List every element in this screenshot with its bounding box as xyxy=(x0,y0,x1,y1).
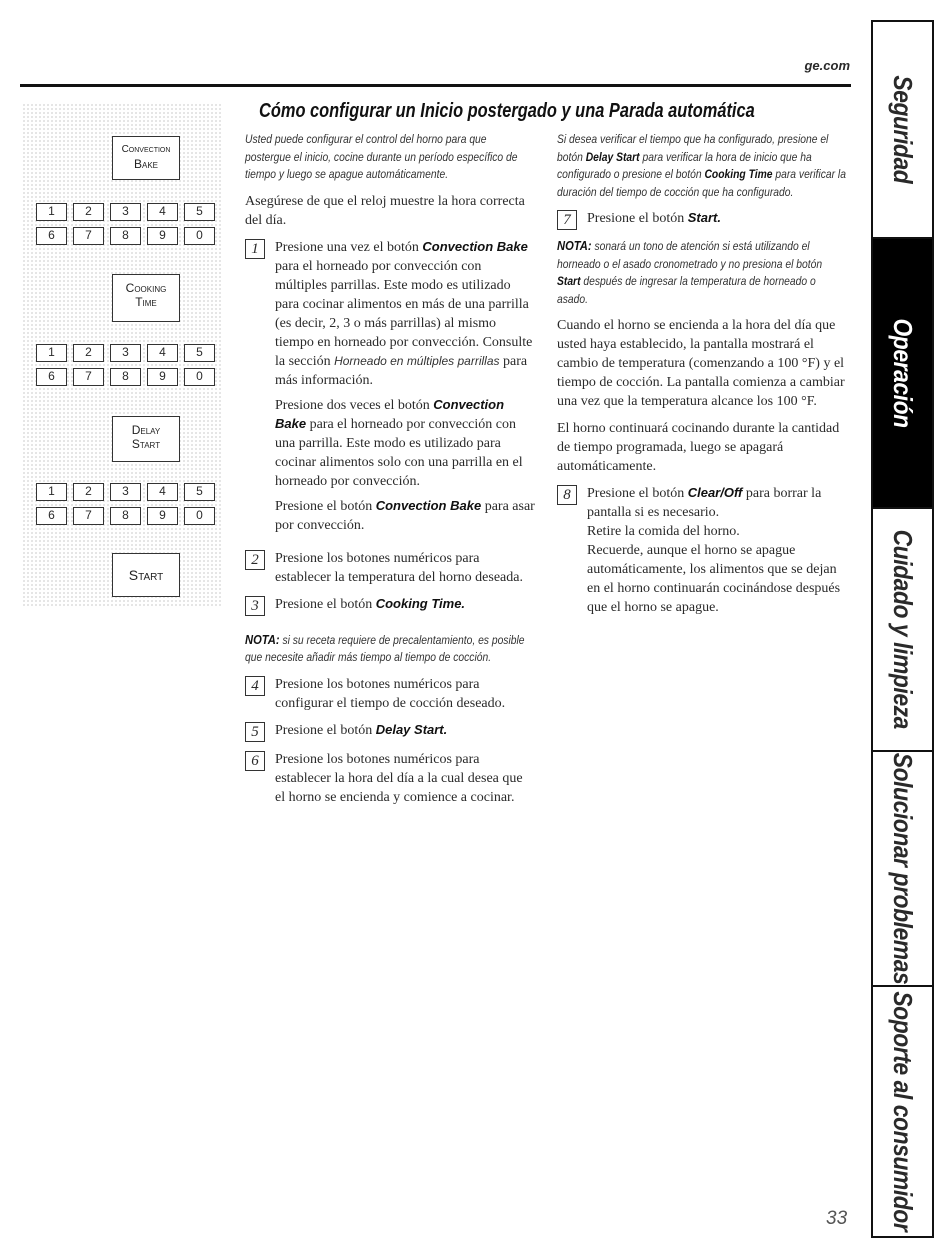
button-name: Start xyxy=(557,274,581,288)
step-number: 3 xyxy=(245,596,265,616)
digit-key: 3 xyxy=(110,483,141,501)
step-2 xyxy=(245,549,535,587)
step-text xyxy=(275,396,535,491)
step-text-part: para el horneado por convección con múltiples parrillas. Este modo es utilizado para cocinar alimentos en más de una parrilla (es decir, 2, 3 o más parrillas) al mismo tiempo en horneado por convección. Consulte la sección xyxy=(275,258,533,369)
delay-start-key xyxy=(112,416,180,462)
digit-key: 0 xyxy=(184,368,215,386)
button-name: Clear/Off xyxy=(687,485,743,500)
digit-key: 7 xyxy=(73,507,104,525)
step-text xyxy=(275,595,535,616)
digit-key: 5 xyxy=(184,203,215,221)
convection-bake-key xyxy=(112,136,180,180)
step-number: 6 xyxy=(245,751,265,771)
step-4 xyxy=(245,675,535,713)
button-name: Cooking Time. xyxy=(375,595,466,611)
section-tabs xyxy=(871,20,934,1238)
number-pad xyxy=(36,203,215,245)
note-text: después de ingresar la temperatura de horneado o asado. xyxy=(557,274,816,306)
digit-key: 9 xyxy=(147,227,178,245)
right-column xyxy=(557,131,847,631)
button-name: Delay Start xyxy=(585,149,640,164)
key-label-line1: Delay xyxy=(131,423,161,437)
step-text-part: Presione el botón xyxy=(587,211,685,226)
step-text-part: Presione dos veces el botón xyxy=(275,397,430,413)
digit-key: 1 xyxy=(36,203,67,221)
step-3 xyxy=(245,595,535,616)
digit-key: 1 xyxy=(36,344,67,362)
step-6 xyxy=(245,750,535,807)
digit-key: 5 xyxy=(184,483,215,501)
key-label-line2: Start xyxy=(131,437,161,451)
key-label-line2: Time xyxy=(135,295,157,309)
step-number: 4 xyxy=(245,676,265,696)
step-number: 5 xyxy=(245,722,265,742)
digit-key: 4 xyxy=(147,344,178,362)
digit-key: 8 xyxy=(110,507,141,525)
step-text-part: Presione el botón xyxy=(275,722,373,738)
digit-key: 6 xyxy=(36,227,67,245)
verify-text-part: Si desea verificar el tiempo que ha configurado, presione el botón xyxy=(557,132,829,164)
step-number: 1 xyxy=(245,239,265,259)
step-text xyxy=(275,721,535,742)
digit-key: 7 xyxy=(73,227,104,245)
tab-label: Operación xyxy=(888,318,918,428)
note-preheat xyxy=(245,632,534,667)
note-label: NOTA: xyxy=(557,238,592,253)
step-text: Presione los botones numéricos para establecer la temperatura del horno deseada. xyxy=(275,550,523,585)
digit-key: 4 xyxy=(147,203,178,221)
digit-key: 6 xyxy=(36,507,67,525)
digit-key: 2 xyxy=(73,483,104,501)
step-text-part: para el horneado por convección con una parrilla. Este modo es utilizado para cocinar alimentos solo con una parrilla en el horneado por convección. xyxy=(275,416,523,489)
key-label-line1: Cooking xyxy=(125,281,167,295)
step-number: 7 xyxy=(557,210,577,230)
note-text: si su receta requiere de precalentamiento, es posible que necesite añadir más tiempo al tiempo de cocción. xyxy=(245,632,525,664)
tab-seguridad[interactable] xyxy=(873,22,932,239)
button-name: Convection Bake xyxy=(375,497,482,513)
step-text-part: Presione el botón xyxy=(587,486,685,501)
cooking-time-key xyxy=(112,274,180,322)
step-text xyxy=(275,238,535,390)
button-name: Delay Start. xyxy=(375,721,448,737)
intro-text: Usted puede configurar el control del horno para que postergue el inicio, cocine durante un período específico de tiempo y luego se apague automáticamente. xyxy=(245,132,518,181)
button-name: Start. xyxy=(687,210,721,225)
section-reference: Horneado en múltiples parrillas xyxy=(334,353,500,368)
key-label-line1: Convection xyxy=(121,144,171,155)
digit-key: 8 xyxy=(110,368,141,386)
control-panel-illustration xyxy=(22,103,222,608)
step-number: 2 xyxy=(245,550,265,570)
digit-key: 5 xyxy=(184,344,215,362)
digit-key: 0 xyxy=(184,507,215,525)
digit-key: 7 xyxy=(73,368,104,386)
number-pad xyxy=(36,344,215,386)
verify-text xyxy=(557,131,846,201)
step-number: 8 xyxy=(557,485,577,505)
step-text-part: para borrar la pantalla si es necesario. xyxy=(587,486,822,520)
step-text-line xyxy=(587,484,847,522)
digit-key: 0 xyxy=(184,227,215,245)
digit-key: 6 xyxy=(36,368,67,386)
step-text-part: Presione el botón xyxy=(275,498,373,514)
note-timed-bake xyxy=(557,238,846,308)
step-5 xyxy=(245,721,535,742)
page-title: Cómo configurar un Inicio postergado y una Parada automática xyxy=(259,100,755,122)
digit-key: 9 xyxy=(147,368,178,386)
remove-food-text: Retire la comida del horno. xyxy=(587,524,740,539)
step-text: Presione los botones numéricos para establecer la hora del día a la cual desea que el horno se encienda y comience a cocinar. xyxy=(275,751,523,805)
clock-note: Asegúrese de que el reloj muestre la hora correcta del día. xyxy=(245,193,525,228)
number-pad xyxy=(36,483,215,525)
remember-text: Recuerde, aunque el horno se apague automáticamente, los alimentos que se dejan en el horno continuarán cocinándose después que el horno se apague. xyxy=(587,543,841,615)
oven-on-paragraph: Cuando el horno se encienda a la hora del día que usted haya establecido, la pantalla mostrará el cambio de temperatura (comenzando a 100 °F) y el tiempo de cocción. La pantalla comienza a cambiar una vez que la temperatura alcance los 100 °F. xyxy=(557,318,845,409)
note-text: sonará un tono de atención si está utilizando el horneado o el asado cronometrado y no presiona el botón xyxy=(557,239,823,271)
note-label: NOTA: xyxy=(245,631,280,647)
tab-cuidado-y-limpieza[interactable] xyxy=(873,509,932,752)
digit-key: 2 xyxy=(73,203,104,221)
button-name: Convection Bake xyxy=(275,396,505,431)
key-label-line2: Bake xyxy=(133,157,158,171)
left-column xyxy=(245,131,535,815)
auto-off-paragraph: El horno continuará cocinando durante la cantidad de tiempo programada, luego se apagará automáticamente. xyxy=(557,421,840,474)
step-text-part: para asar por convección. xyxy=(275,498,535,533)
tab-soporte-al-consumidor[interactable] xyxy=(873,987,932,1236)
step-text-part: Presione el botón xyxy=(275,596,373,612)
button-name: Cooking Time xyxy=(704,167,773,181)
digit-key: 9 xyxy=(147,507,178,525)
button-name: Convection Bake xyxy=(422,238,528,254)
start-key: Start xyxy=(112,553,180,597)
digit-key: 1 xyxy=(36,483,67,501)
digit-key: 8 xyxy=(110,227,141,245)
step-8 xyxy=(557,484,847,623)
step-text xyxy=(587,209,847,230)
verify-text-part: para verificar la duración del tiempo de cocción que ha configurado. xyxy=(557,167,846,199)
step-text-part: para más información. xyxy=(275,353,528,388)
step-text xyxy=(275,497,535,535)
step-text: Presione los botones numéricos para configurar el tiempo de cocción deseado. xyxy=(275,676,506,711)
step-7 xyxy=(557,209,847,230)
tab-solucionar-problemas[interactable] xyxy=(873,752,932,987)
digit-key: 2 xyxy=(73,344,104,362)
tab-label: Cuidado y limpieza xyxy=(888,529,918,730)
tab-label: Soporte al consumidor xyxy=(888,991,918,1232)
tab-label: Seguridad xyxy=(888,75,918,184)
step-1 xyxy=(245,238,535,541)
tab-operacion[interactable] xyxy=(873,239,932,509)
header-rule xyxy=(20,84,851,87)
step-text xyxy=(587,484,847,623)
site-url[interactable]: ge.com xyxy=(804,58,850,73)
page-number: 33 xyxy=(826,1208,848,1229)
digit-key: 4 xyxy=(147,483,178,501)
digit-key: 3 xyxy=(110,203,141,221)
digit-key: 3 xyxy=(110,344,141,362)
verify-text-part: para verificar la hora de inicio que ha configurado o presione el botón xyxy=(557,149,812,181)
tab-label: Solucionar problemas xyxy=(888,752,918,985)
step-text-part: Presione una vez el botón xyxy=(275,239,419,255)
